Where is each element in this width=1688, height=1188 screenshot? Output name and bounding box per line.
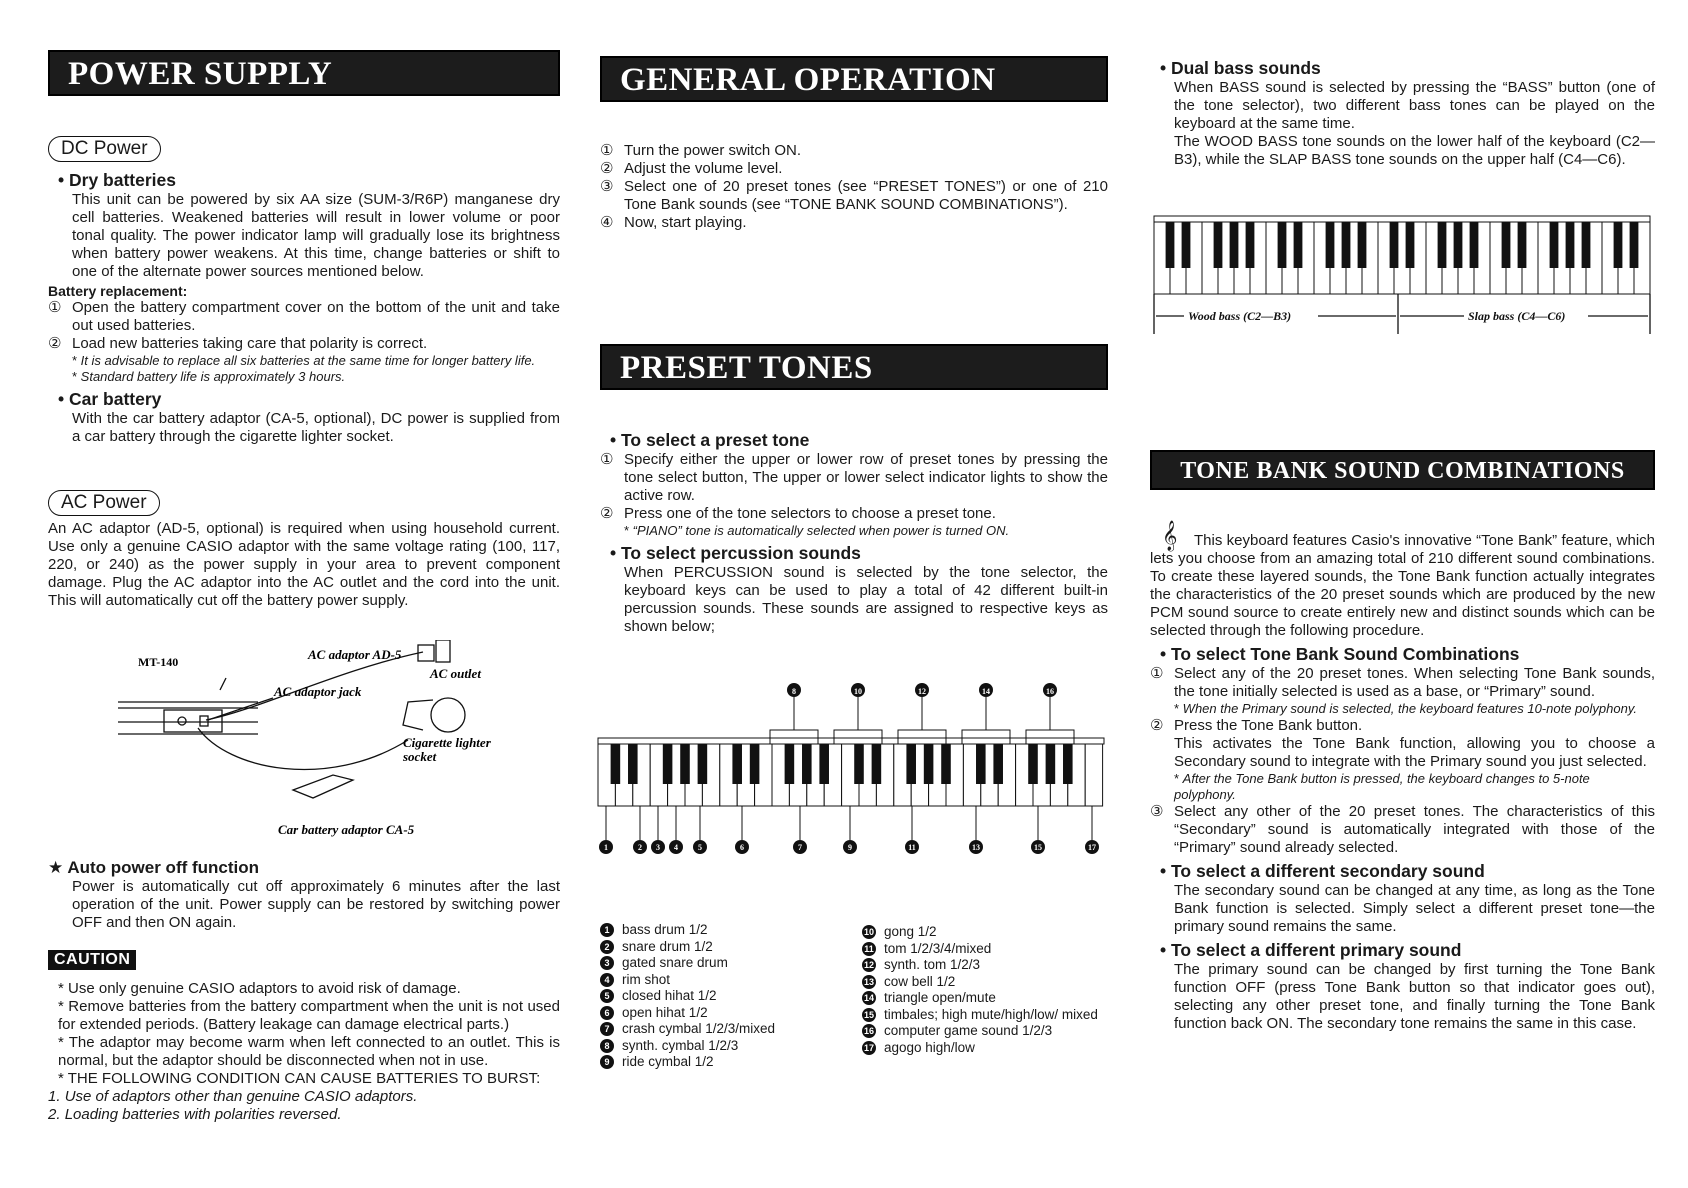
legend-item: 8 synth. cymbal 1/2/3 — [600, 1038, 860, 1055]
caution-item: * The adaptor may become warm when left connected to an outlet. This is normal, but the adaptor should be disconnected when not in use. — [58, 1034, 560, 1069]
key-bracket — [834, 730, 882, 744]
ac-power-label: AC Power — [48, 490, 160, 516]
auto-power-off-text: Power is automatically cut off approximately 6 minutes after the last operation of the unit. Power supply can be restored by switching power OFF and then ON again. — [72, 878, 560, 931]
black-key — [1614, 222, 1623, 268]
black-key — [1214, 222, 1223, 268]
dc-power-label: DC Power — [48, 136, 161, 162]
legend-item: 17 agogo high/low — [863, 1039, 975, 1055]
wood-bass-label: Wood bass (C2—B3) — [1188, 309, 1292, 323]
cigarette-socket-label-1: Cigarette lighter — [403, 735, 491, 750]
legend-item: 3 gated snare drum — [600, 955, 860, 972]
battery-replacement-heading: Battery replacement: — [48, 283, 188, 299]
percussion-number-label: 16 — [1046, 687, 1054, 696]
legend-item: 13 cow bell 1/2 — [863, 973, 956, 989]
model-label: MT-140 — [138, 655, 179, 669]
power-connection-diagram — [78, 640, 558, 840]
car-adaptor-label: Car battery adaptor CA-5 — [278, 822, 415, 837]
auto-power-off-heading: ★ Auto power off function — [48, 858, 260, 877]
black-key — [680, 744, 690, 784]
black-key — [906, 744, 916, 784]
operation-step: ② Adjust the volume level. — [600, 160, 783, 177]
black-key — [1390, 222, 1399, 268]
caution-label: CAUTION — [48, 950, 136, 970]
black-key — [698, 744, 708, 784]
legend-item: 14 triangle open/mute — [863, 990, 996, 1005]
black-key — [1454, 222, 1463, 268]
key-bracket — [898, 730, 946, 744]
burst-condition-2: 2. Loading batteries with polarities reversed. — [48, 1106, 342, 1123]
star-icon: ★ — [48, 858, 68, 877]
black-key — [802, 744, 812, 784]
legend-item: 7 crash cymbal 1/2/3/mixed — [600, 1021, 860, 1038]
black-key — [993, 744, 1003, 784]
percussion-number-label: 17 — [1088, 843, 1096, 852]
operation-step: ④ Now, start playing. — [600, 214, 747, 231]
key-bracket — [770, 730, 818, 744]
ac-outlet-label: AC outlet — [430, 666, 481, 681]
black-key — [611, 744, 621, 784]
tone-bank-step-3: ③ Select any other of the 20 preset tones. The characteristics of this “Secondary” sound is automatically integrated with those of the “Primary” sound already selected. — [1150, 803, 1655, 856]
black-key — [1246, 222, 1255, 268]
percussion-number-label: 11 — [908, 843, 916, 852]
caution-item: * THE FOLLOWING CONDITION CAN CAUSE BATTERIES TO BURST: — [58, 1070, 541, 1087]
clef-icon: 𝄞 — [1162, 520, 1178, 550]
battery-step-2: ② Load new batteries taking care that polarity is correct. — [48, 335, 428, 352]
primary-sound-heading: • To select a different primary sound — [1160, 940, 1655, 961]
preset-note: * “PIANO” tone is automatically selected when power is turned ON. — [624, 523, 1108, 539]
black-key — [663, 744, 673, 784]
operation-step: ① Turn the power switch ON. — [600, 142, 802, 159]
percussion-keyboard-diagram — [592, 680, 1108, 880]
select-preset-heading: • To select a preset tone — [610, 430, 1108, 451]
legend-item: 15 timbales; high mute/high/low/ mixed — [863, 1006, 1098, 1022]
ac-power-text: An AC adaptor (AD-5, optional) is required when using household current. Use only a genuine CASIO adaptor with the same voltage rating (100, 117, 220, or 240) as the power supply in your area to prevent component damage. Plug the AC adaptor into the AC outlet and the cord into the unit. This will automatically cut off the battery power supply. — [48, 520, 560, 609]
power-supply-heading: POWER SUPPLY — [48, 50, 560, 96]
black-key — [1518, 222, 1527, 268]
legend-item: 9 ride cymbal 1/2 — [600, 1054, 860, 1071]
legend-item: 2 snare drum 1/2 — [600, 939, 860, 956]
key-bracket — [1026, 730, 1074, 744]
key-bracket — [962, 730, 1010, 744]
burst-condition-1: 1. Use of adaptors other than genuine CASIO adaptors. — [48, 1088, 418, 1105]
keyboard-top-edge — [598, 738, 1104, 744]
black-key — [1406, 222, 1415, 268]
tone-bank-step-2-detail: This activates the Tone Bank function, allowing you to choose a Secondary sound to integrate with the Primary sound you just selected. — [1174, 735, 1655, 770]
tone-bank-heading: TONE BANK SOUND COMBINATIONS — [1150, 450, 1655, 490]
percussion-number-label: 9 — [848, 843, 852, 852]
black-key — [872, 744, 882, 784]
legend-item: 11 tom 1/2/3/4/mixed — [862, 941, 1108, 958]
percussion-number-label: 4 — [674, 843, 678, 852]
percussion-number-label: 12 — [918, 687, 926, 696]
percussion-number-label: 7 — [798, 843, 802, 852]
dry-batteries-text: This unit can be powered by six AA size (SUM-3/R6P) manganese dry cell batteries. Weakened batteries will result in lower volume or poor tonal quality. The power indicator lamp will gradually lose its brightness when battery power weakens. At this time, change batteries or shift to one of the alternate power sources mentioned below. — [72, 191, 560, 280]
general-operation-heading: GENERAL OPERATION — [600, 56, 1108, 102]
dual-bass-keyboard-diagram — [1148, 206, 1656, 336]
percussion-number-label: 1 — [604, 843, 608, 852]
legend-item: 5 closed hihat 1/2 — [600, 988, 860, 1005]
slap-bass-label: Slap bass (C4—C6) — [1468, 309, 1566, 323]
white-key — [1085, 744, 1102, 806]
preset-step-2: ② Press one of the tone selectors to choose a preset tone. — [600, 505, 996, 522]
battery-note-1: * It is advisable to replace all six batteries at the same time for longer battery life. — [72, 353, 560, 369]
tone-bank-step-1: ① Select any of the 20 preset tones. When selecting Tone Bank sounds, the tone initially selected is used as a base, or “Primary” sound. — [1150, 665, 1655, 700]
black-key — [750, 744, 760, 784]
black-key — [1358, 222, 1367, 268]
tone-bank-note-2: * After the Tone Bank button is pressed, the keyboard changes to 5-note polyphony. — [1174, 771, 1655, 803]
black-key — [924, 744, 934, 784]
dual-bass-text-1: When BASS sound is selected by pressing the “BASS” button (one of the tone selector), two different bass tones can be played on the keyboard at the same time. — [1174, 79, 1655, 132]
percussion-number-label: 8 — [792, 687, 796, 696]
percussion-number-label: 3 — [656, 843, 660, 852]
black-key — [1582, 222, 1591, 268]
legend-item: 6 open hihat 1/2 — [600, 1005, 860, 1022]
tone-bank-intro: 𝄞 This keyboard features Casio's innovative “Tone Bank” feature, which lets you choose from an amazing total of 210 different sound combinations. To create these layered sounds, the Tone Bank function actually integrates the characteristics of the 20 preset sounds which are produced by the new PCM sound source to create entirely new and distinct sounds which can be selected through the following procedure. — [1150, 520, 1655, 639]
black-key — [1438, 222, 1447, 268]
black-key — [976, 744, 986, 784]
black-key — [1566, 222, 1575, 268]
black-key — [1182, 222, 1191, 268]
legend-item: 1 bass drum 1/2 — [600, 922, 860, 939]
percussion-number-label: 13 — [972, 843, 980, 852]
cigarette-socket-label-2: socket — [403, 749, 437, 764]
black-key — [732, 744, 742, 784]
black-key — [1502, 222, 1511, 268]
battery-step-1: ① Open the battery compartment cover on the bottom of the unit and take out used batteries. — [48, 299, 560, 334]
legend-item: 4 rim shot — [600, 972, 860, 989]
percussion-heading: • To select percussion sounds — [610, 543, 1108, 564]
dry-batteries-heading: • Dry batteries — [58, 170, 560, 191]
percussion-number-label: 14 — [982, 687, 990, 696]
secondary-sound-text: The secondary sound can be changed at any time, as long as the Tone Bank function is selected. Simply select a different preset tone—the primary sound remains the same. — [1174, 882, 1655, 935]
preset-tones-heading: PRESET TONES — [600, 344, 1108, 390]
black-key — [854, 744, 864, 784]
black-key — [1046, 744, 1056, 784]
operation-step: ③ Select one of 20 preset tones (see “PRESET TONES”) or one of 210 Tone Bank sounds (see “TONE BANK SOUND COMBINATIONS”). — [600, 178, 1108, 213]
legend-item: 16 computer game sound 1/2/3 — [863, 1023, 1053, 1038]
percussion-legend-right — [862, 924, 1108, 1056]
black-key — [628, 744, 638, 784]
black-key — [1550, 222, 1559, 268]
black-key — [1166, 222, 1175, 268]
keyboard-top-edge — [1154, 216, 1650, 222]
percussion-number-label: 10 — [854, 687, 862, 696]
secondary-sound-heading: • To select a different secondary sound — [1160, 861, 1655, 882]
car-battery-text: With the car battery adaptor (CA-5, optional), DC power is supplied from a car battery through the cigarette lighter socket. — [72, 410, 560, 445]
black-key — [1028, 744, 1038, 784]
primary-sound-text: The primary sound can be changed by first turning the Tone Bank function OFF (press Tone Bank button so that indicator goes out), selecting any other preset tone, and finally turning the Tone Bank function back ON. The secondary tone remains the same in this case. — [1174, 961, 1655, 1032]
percussion-number-label: 5 — [698, 843, 702, 852]
black-key — [1278, 222, 1287, 268]
black-key — [819, 744, 829, 784]
legend-item: 12 synth. tom 1/2/3 — [863, 957, 981, 972]
percussion-text: When PERCUSSION sound is selected by the tone selector, the keyboard keys can be used to play a total of 42 different built-in percussion sounds. These sounds are assigned to respective keys as shown below; — [624, 564, 1108, 635]
car-battery-heading: • Car battery — [58, 389, 560, 410]
black-key — [1326, 222, 1335, 268]
black-key — [1342, 222, 1351, 268]
percussion-number-label: 15 — [1034, 843, 1042, 852]
battery-note-2: * Standard battery life is approximately 3 hours. — [72, 369, 560, 385]
legend-item: 10 gong 1/2 — [863, 924, 937, 939]
black-key — [1630, 222, 1639, 268]
select-tone-bank-heading: • To select Tone Bank Sound Combinations — [1160, 644, 1655, 665]
percussion-number-label: 6 — [740, 843, 744, 852]
caution-list — [48, 980, 560, 1124]
black-key — [785, 744, 795, 784]
percussion-number-label: 2 — [638, 843, 642, 852]
black-key — [1063, 744, 1073, 784]
preset-step-1: ① Specify either the upper or lower row of preset tones by pressing the tone select button, The upper or lower select indicator lights to show the active row. — [600, 451, 1108, 504]
black-key — [1230, 222, 1239, 268]
black-key — [941, 744, 951, 784]
caution-item: * Use only genuine CASIO adaptors to avoid risk of damage. — [58, 980, 461, 997]
ac-adaptor-label: AC adaptor AD-5 — [308, 647, 402, 662]
caution-item: * Remove batteries from the battery compartment when the unit is not used for extended periods. (Battery leakage can damage electrical parts.) — [58, 998, 560, 1033]
tone-bank-note-1: * When the Primary sound is selected, the keyboard features 10-note polyphony. — [1174, 701, 1655, 717]
black-key — [1294, 222, 1303, 268]
dual-bass-text-2: The WOOD BASS tone sounds on the lower half of the keyboard (C2—B3), while the SLAP BASS tone sounds on the upper half (C4—C6). — [1174, 133, 1655, 168]
tone-bank-step-2: ② Press the Tone Bank button. — [1150, 717, 1363, 734]
general-operation-steps — [600, 142, 1108, 232]
ac-jack-label: AC adaptor jack — [274, 684, 362, 699]
black-key — [1470, 222, 1479, 268]
dual-bass-heading: • Dual bass sounds — [1160, 58, 1655, 79]
percussion-legend-left — [600, 922, 860, 1071]
